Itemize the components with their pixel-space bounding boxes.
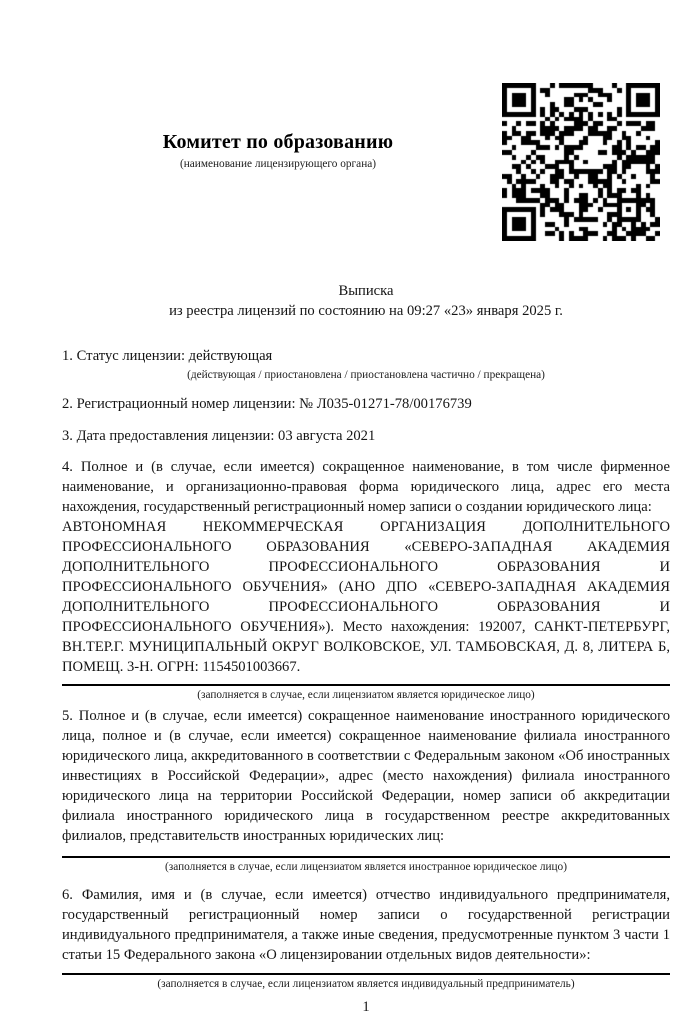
item-2-registration-number: 2. Регистрационный номер лицензии: № Л035-01271-78/00176739 [62,396,472,412]
page-number: 1 [362,999,370,1015]
item-6-fill-line [62,973,670,975]
item-1-license-status: 1. Статус лицензии: действующая [62,348,273,364]
item-4-legal-entity-label: 4. Полное и (в случае, если имеется) сокращенное наименование, в том числе фирменное наименование, и организационно-правовая форма юридического лица, адрес его места нахождения, государственный регистрационный номер записи о создании юридического лица: [62,459,670,515]
item-6-entrepreneur-label: 6. Фамилия, имя и (в случае, если имеется) отчество индивидуального предпринимателя, государственный регистрационный номер записи о государственной регистрации индивидуального предпринимателя, а также иные сведения, предусмотренные пунктом 3 части 1 статьи 15 Федерального закона «О лицензировании отдельных видов деятельности»: [62,887,670,963]
item-1-caption: (действующая / приостановлена / приостановлена частично / прекращена) [187,369,545,381]
item-4-legal-entity-value: АВТОНОМНАЯ НЕКОММЕРЧЕСКАЯ ОРГАНИЗАЦИЯ ДОПОЛНИТЕЛЬНОГО ПРОФЕССИОНАЛЬНОГО ОБРАЗОВАНИЯ «СЕВЕРО-ЗАПАДНАЯ АКАДЕМИЯ ДОПОЛНИТЕЛЬНОГО ПРОФЕССИОНАЛЬНОГО ОБРАЗОВАНИЯ И ПРОФЕССИОНАЛЬНОГО ОБУЧЕНИЯ» (АНО ДПО «СЕВЕРО-ЗАПАДНАЯ АКАДЕМИЯ ДОПОЛНИТЕЛЬНОГО ПРОФЕССИОНАЛЬНОГО ОБРАЗОВАНИЯ И ПРОФЕССИОНАЛЬНОГО ОБУЧЕНИЯ»). Место нахождения: 192007, САНКТ-ПЕТЕРБУРГ, ВН.ТЕР.Г. МУНИЦИПАЛЬНЫЙ ОКРУГ ВОЛКОВСКОЕ, УЛ. ТАМБОВСКАЯ, Д. 8, ЛИТЕРА Б, ПОМЕЩ. 3-Н. ОГРН: 1154501003667. [62,519,670,675]
item-5-caption: (заполняется в случае, если лицензиатом является иностранное юридическое лицо) [165,861,567,873]
issuer-name: Комитет по образованию [162,131,394,153]
document-title [62,281,670,321]
item-6-caption: (заполняется в случае, если лицензиатом является индивидуальный предприниматель) [157,978,575,990]
item-4-fill-line [62,684,670,686]
item-5-foreign-entity-label: 5. Полное и (в случае, если имеется) сокращенное наименование иностранного юридического лица, полное и (в случае, если имеется) сокращенное наименование филиала иностранного юридического лица, аккредитованного в соответствии с Федеральным законом «Об иностранных инвестициях в Российской Федерации», адрес (место нахождения) филиала иностранного юридического лица на территории Российской Федерации, номер записи об аккредитации филиала иностранного юридического лица в государственном реестре аккредитованных филиалов, представительств иностранных юридических лиц: [62,708,670,844]
item-5-fill-line [62,856,670,858]
item-4-caption: (заполняется в случае, если лицензиатом является юридическое лицо) [197,689,535,701]
qr-code-icon [502,83,660,241]
issuer-block [62,131,494,171]
item-3-grant-date: 3. Дата предоставления лицензии: 03 августа 2021 [62,428,376,444]
document-title-line1: Выписка [338,283,394,299]
document-body [62,281,670,1017]
issuer-caption: (наименование лицензирующего органа) [179,158,377,170]
document-title-line2: из реестра лицензий по состоянию на 09:27 «23» января 2025 г. [169,303,563,319]
